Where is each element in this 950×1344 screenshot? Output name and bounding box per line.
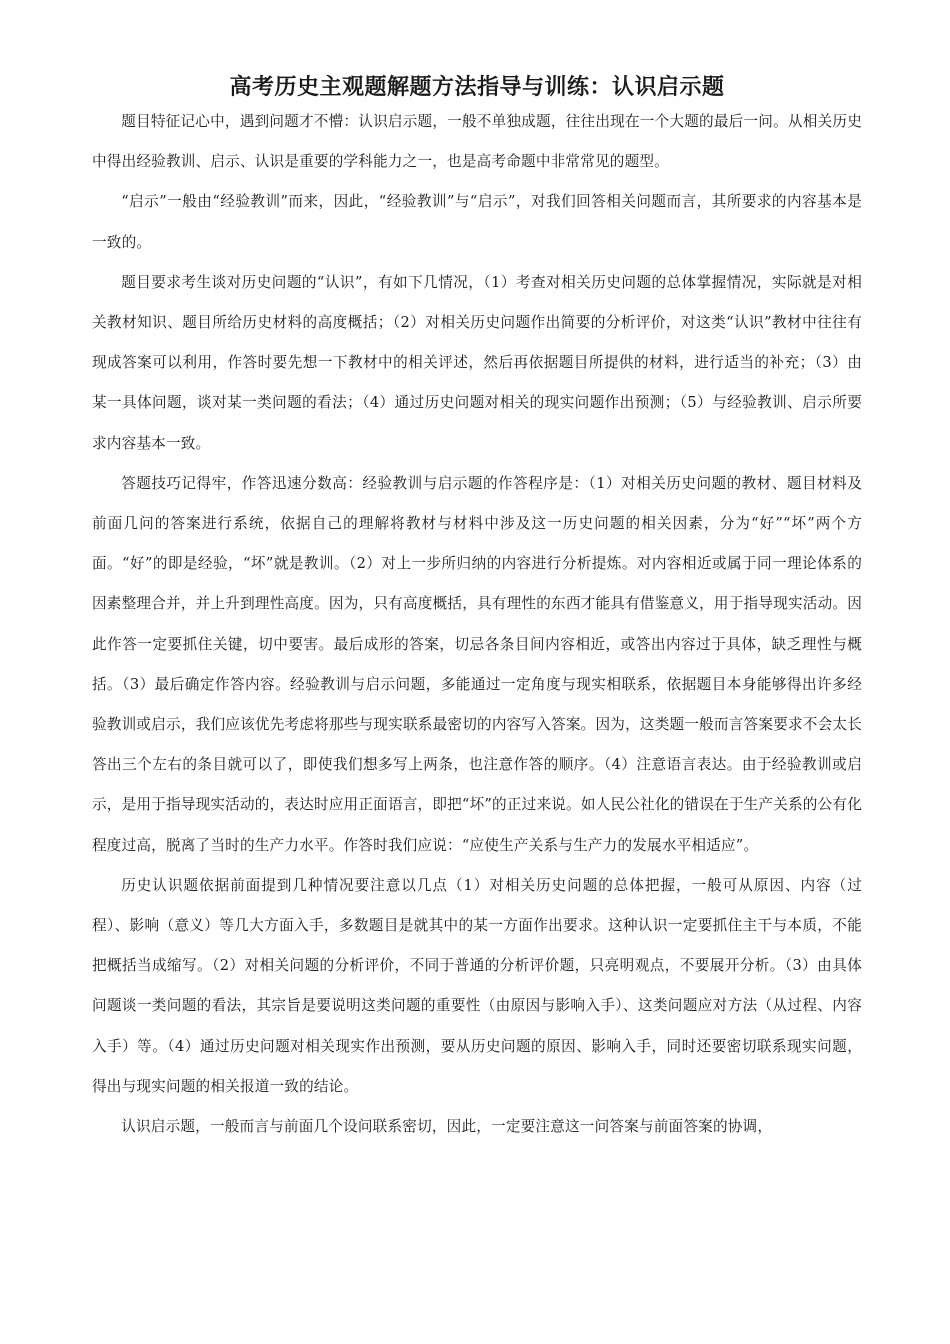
paragraph-understanding-points: 历史认识题依据前面提到几种情况要注意以几点（1）对相关历史问题的总体把握，一般可从原因、内容（过程）、影响（意义）等几大方面入手，多数题目是就其中的某一方面作出要求。这种认识一定要抓住主干与本质，不能把概括当成缩写。（2）对相关问题的分析评价，不同于普通的分析评价题，只亮明观点，不要展开分析。（3）由具体问题谈一类问题的看法，其宗旨是要说明这类问题的重要性（由原因与影响入手）、这类问题应对方法（从过程、内容入手）等。（4）通过历史问题对相关现实作出预测，要从历史问题的原因、影响入手，同时还要密切联系现实问题，得出与现实问题的相关报道一致的结论。 [92,876,862,1095]
document-page [92,70,862,1147]
document-title: 高考历史主观题解题方法指导与训练：认识启示题 [229,75,725,100]
paragraph-closing: 认识启示题，一般而言与前面几个设问联系密切，因此，一定要注意这一问答案与前面答案的协调， [121,1118,773,1136]
paragraph-question-features: 题目特征记心中，遇到问题才不懵：认识启示题，一般不单独成题，往往出现在一个大题的最后一问。从相关历史中得出经验教训、启示、认识是重要的学科能力之一，也是高考命题中非常常见的题型。 [92,113,862,171]
paragraph-answering-techniques: 答题技巧记得牢，作答迅速分数高：经验教训与启示题的作答程序是：（1）对相关历史问题的教材、题目材料及前面几问的答案进行系统，依据自己的理解将教材与材料中涉及这一历史问题的相关因素，分为“好”“坏”两个方面。“好”的即是经验，“坏”就是教训。（2）对上一步所归纳的内容进行分析提炼。对内容相近或属于同一理论体系的因素整理合并，并上升到理性高度。因为，只有高度概括，具有理性的东西才能具有借鉴意义，用于指导现实活动。因此作答一定要抓住关键，切中要害。最后成形的答案，切忌各条目间内容相近，或答出内容过于具体，缺乏理性与概括。（3）最后确定作答内容。经验教训与启示问题，多能通过一定角度与现实相联系，依据题目本身能够得出许多经验教训或启示，我们应该优先考虑将那些与现实联系最密切的内容写入答案。因为，这类题一般而言答案要求不会太长答出三个左右的条目就可以了，即使我们想多写上两条，也注意作答的顺序。（4）注意语言表达。由于经验教训或启示，是用于指导现实活动的，表达时应用正面语言，即把“坏”的正过来说。如人民公社化的错误在于生产关系的公有化程度过高，脱离了当时的生产力水平。作答时我们应说：“应使生产关系与生产力的发展水平相适应”。 [92,474,862,854]
paragraph-understanding-requirements: 题目要求考生谈对历史问题的“认识”，有如下几情况，（1）考查对相关历史问题的总体掌握情况，实际就是对相关教材知识、题目所给历史材料的高度概括；（2）对相关历史问题作出简要的分析评价，对这类“认识”教材中往往有现成答案可以利用，作答时要先想一下教材中的相关评述，然后再依据题目所提供的材料，进行适当的补充；（3）由某一具体问题，谈对某一类问题的看法；（4）通过历史问题对相关的现实问题作出预测；（5）与经验教训、启示所要求内容基本一致。 [92,273,862,452]
paragraph-enlightenment-origin: “启示”一般由“经验教训”而来，因此，“经验教训”与“启示”，对我们回答相关问题而言，其所要求的内容基本是一致的。 [92,193,862,251]
